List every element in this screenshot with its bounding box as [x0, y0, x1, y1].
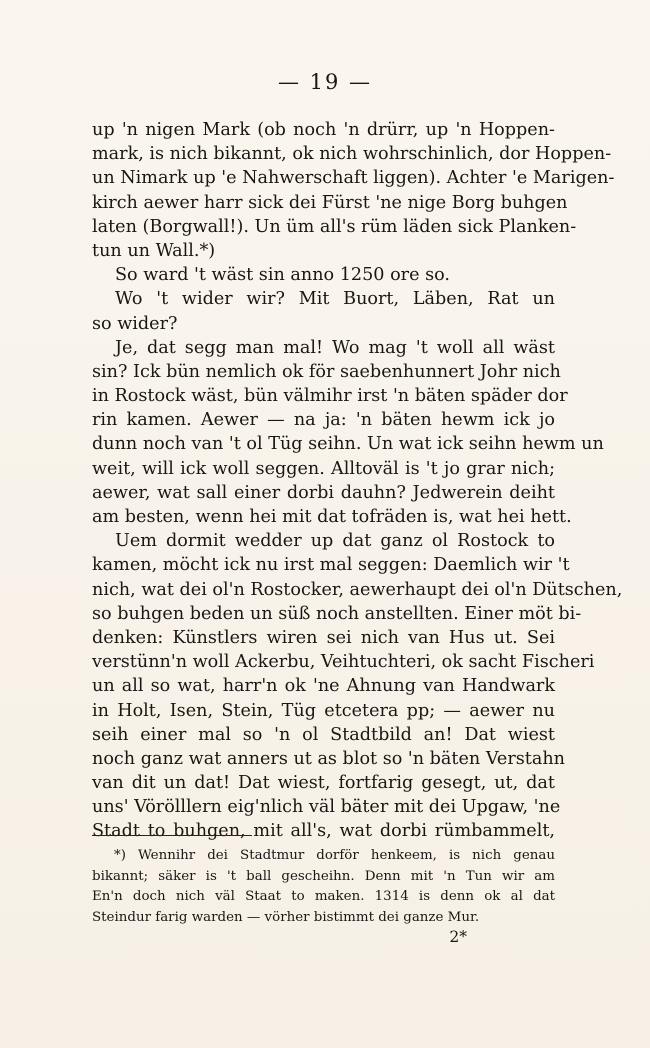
text-line: up 'n nigen Mark (ob noch 'n drürr, up 'n Hoppen-	[92, 120, 555, 140]
text-line: mark, is nich bikannt, ok nich wohrschinlich, dor Hoppen-	[92, 144, 612, 165]
body-text	[92, 118, 623, 844]
footnotes	[92, 846, 555, 928]
footnote-line: Steindur farig warden — vörher bistimmt dei ganze Mur.	[92, 909, 480, 925]
text-line: seih einer mal so 'n ol Stadtbild an! Dat wiest	[92, 724, 555, 745]
text-line: rin kamen. Aewer — na ja: 'n bäten hewm ick jo	[92, 410, 555, 431]
text-line: Je, dat segg man mal! Wo mag 't woll all wäst	[115, 337, 555, 358]
text-line: am besten, wenn hei mit dat tofräden is, wat hei hett.	[92, 507, 572, 527]
text-line: in Rostock wäst, bün välmihr irst 'n bäten späder dor	[92, 386, 568, 407]
footnote-divider	[92, 835, 252, 836]
text-line: noch ganz wat anners ut as blot so 'n bäten Verstahn	[92, 748, 565, 769]
text-line: so buhgen beden un süß noch anstellten. Einer möt bi-	[92, 603, 582, 624]
text-line: kirch aewer harr sick dei Fürst 'ne nige Borg buhgen	[92, 192, 568, 213]
text-line: uns' Vörölllern eig'nlich väl bäter mit dei Upgaw, 'ne	[92, 797, 561, 818]
text-line: aewer, wat sall einer dorbi dauhn? Jedwerein deiht	[92, 482, 555, 503]
text-line: dunn noch van 't ol Tüg seihn. Un wat ick seihn hewm un	[92, 434, 604, 455]
page-number: — 19 —	[277, 70, 373, 94]
text-line: Uem dormit wedder up dat ganz ol Rostock to	[115, 531, 555, 552]
footnote-line: bikannt; säker is 't ball gescheihn. Denn mit 'n Tun wir am	[92, 868, 555, 884]
text-line: Stadt to buhgen, mit all's, wat dorbi rümbammelt,	[92, 821, 555, 842]
text-line: Wo 't wider wir? Mit Buort, Läben, Rat un	[115, 289, 555, 310]
text-line: laten (Borgwall!). Un üm all's rüm läden sick Planken-	[92, 216, 577, 237]
footnote-line: En'n doch nich väl Staat to maken. 1314 is denn ok al dat	[92, 889, 555, 905]
text-line: denken: Künstlers wiren sei nich van Hus ut. Sei	[92, 627, 555, 648]
text-line: van dit un dat! Dat wiest, fortfarig gesegt, ut, dat	[92, 773, 555, 794]
text-line: weit, will ick woll seggen. Alltoväl is 't jo grar nich;	[92, 458, 555, 479]
text-line: So ward 't wäst sin anno 1250 ore so.	[115, 265, 450, 286]
text-line: nich, wat dei ol'n Rostocker, aewerhaupt dei ol'n Dütschen,	[92, 579, 623, 600]
text-line: kamen, möcht ick nu irst mal seggen: Daemlich wir 't	[92, 555, 570, 576]
signature-mark: 2*	[449, 928, 467, 946]
text-line: sin? Ick bün nemlich ok för saebenhunnert Johr nich	[92, 361, 561, 382]
text-line: in Holt, Isen, Stein, Tüg etcetera pp; — aewer nu	[92, 700, 555, 721]
text-line: tun un Wall.*)	[92, 240, 216, 261]
text-line: verstünn'n woll Ackerbu, Veihtuchteri, ok sacht Fischeri	[92, 652, 595, 673]
footnote-line: *) Wennihr dei Stadtmur dorför henkeem, is nich genau	[114, 848, 555, 863]
text-line: so wider?	[92, 313, 178, 334]
text-line: un Nimark up 'e Nahwerschaft liggen). Achter 'e Marigen-	[92, 168, 615, 189]
text-line: un all so wat, harr'n ok 'ne Ahnung van Handwark	[92, 676, 555, 697]
